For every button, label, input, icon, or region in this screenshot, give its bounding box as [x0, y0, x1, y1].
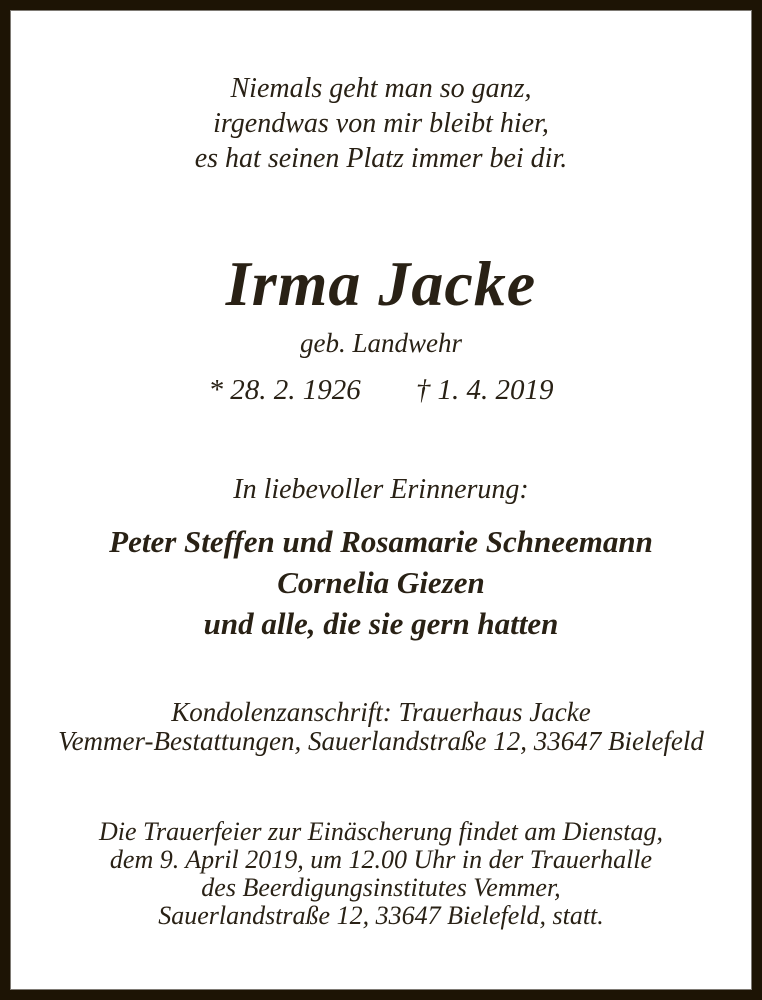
obituary-content	[11, 11, 751, 989]
condolence-line-1: Kondolenzanschrift: Trauerhaus Jacke	[171, 697, 591, 727]
condolence-address	[11, 698, 751, 756]
epigraph-line-1: Niemals geht man so ganz,	[230, 73, 532, 104]
deceased-name: Irma Jacke	[225, 248, 537, 319]
mourner-line-2: Cornelia Giezen	[277, 565, 485, 600]
epigraph-line-3: es hat seinen Platz immer bei dir.	[194, 143, 568, 174]
service-line-1: Die Trauerfeier zur Einäscherung findet am Dienstag,	[98, 817, 663, 846]
life-dates	[11, 372, 751, 408]
funeral-service-info	[11, 818, 751, 930]
epigraph-verse	[11, 71, 751, 176]
mourner-line-3: und alle, die sie gern hatten	[203, 606, 559, 641]
memorial-heading: In liebevoller Erinnerung:	[233, 474, 529, 505]
mourners-list	[11, 521, 751, 644]
birth-date: * 28. 2. 1926	[208, 374, 361, 406]
maiden-name: geb. Landwehr	[300, 328, 462, 358]
epigraph-line-2: irgendwas von mir bleibt hier,	[213, 108, 549, 139]
condolence-line-2: Vemmer-Bestattungen, Sauerlandstraße 12, 33647 Bielefeld	[58, 726, 704, 756]
death-date: † 1. 4. 2019	[415, 374, 554, 406]
mourner-line-1: Peter Steffen und Rosamarie Schneemann	[109, 524, 653, 559]
service-line-4: Sauerlandstraße 12, 33647 Bielefeld, statt.	[158, 901, 604, 930]
service-line-2: dem 9. April 2019, um 12.00 Uhr in der Trauerhalle	[109, 845, 653, 874]
service-line-3: des Beerdigungsinstitutes Vemmer,	[201, 873, 561, 902]
